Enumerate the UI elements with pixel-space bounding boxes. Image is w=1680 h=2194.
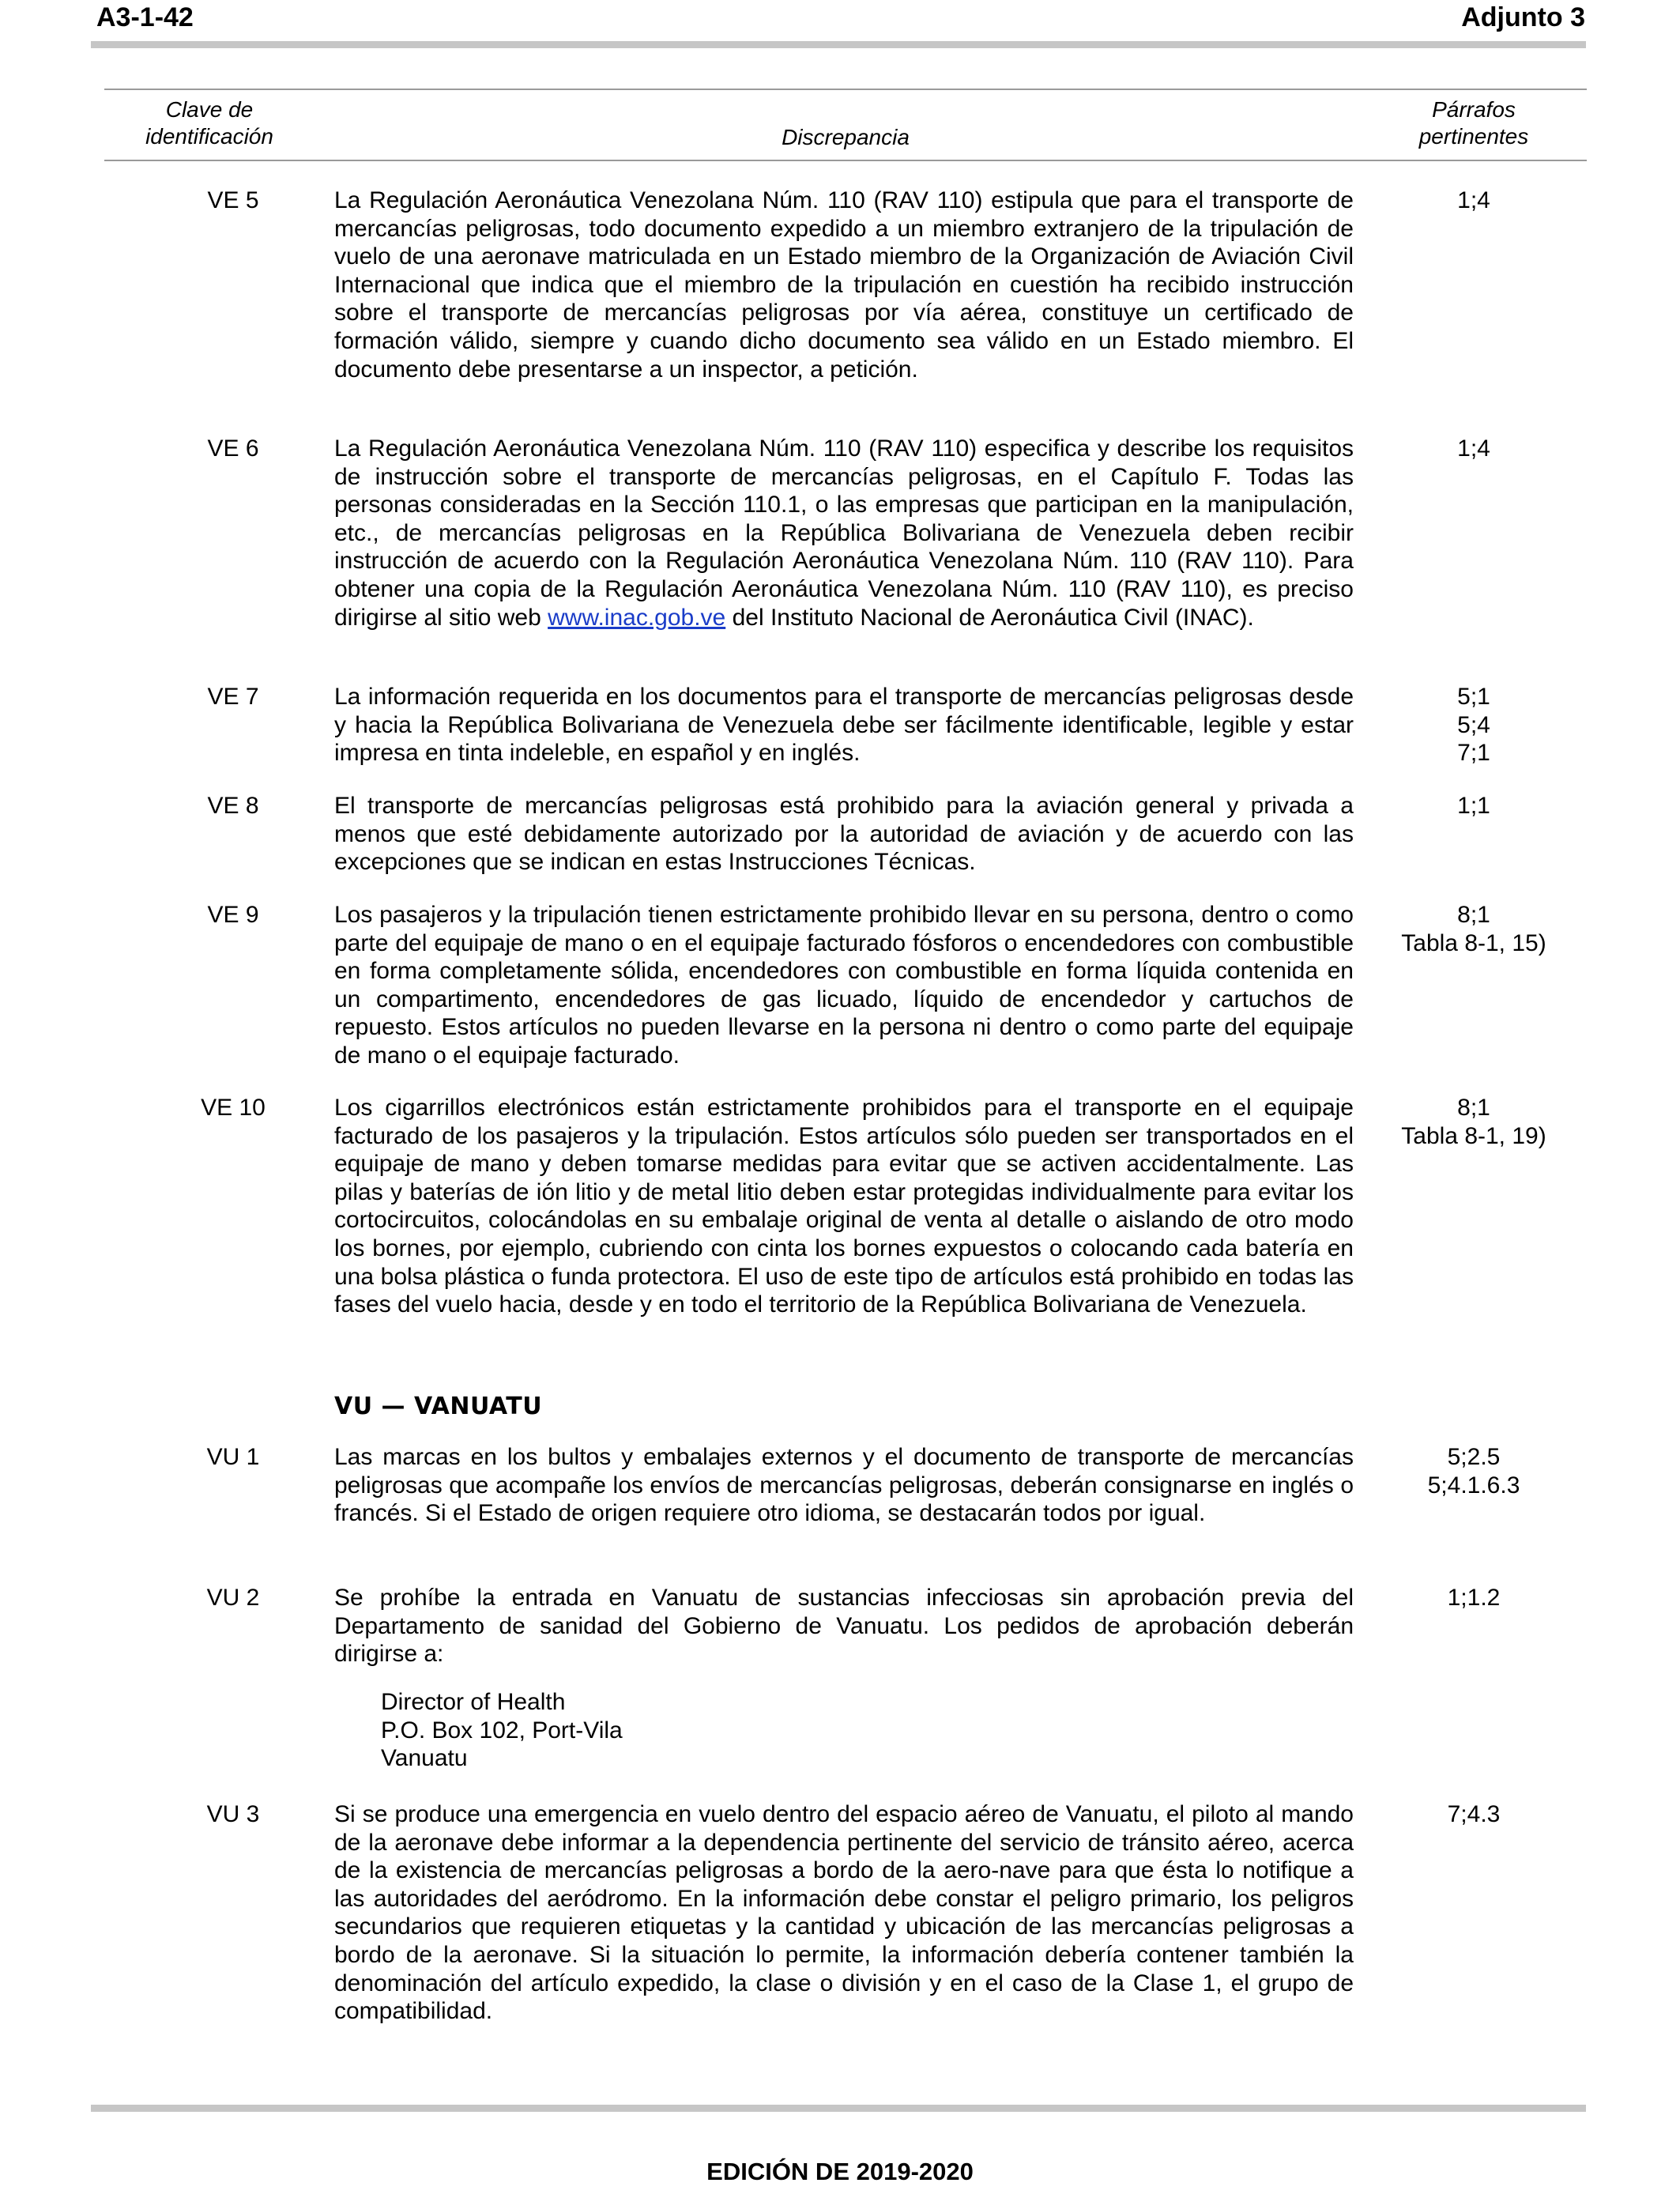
paragraph-ref: 1;4 [1457,187,1490,213]
paragraph-ref: Tabla 8-1, 19) [1401,1122,1546,1149]
paragraph-ref: 5;1 [1457,684,1490,710]
page-number: A3-1-42 [96,2,194,32]
row-discrepancy: Si se produce una emergencia en vuelo dentro del espacio aéreo de Vanuatu, el piloto al mando de la aeronave debe informar a la dependencia pertinente del servicio de tránsito aéreo, acerca de la existencia de mercancías peligrosas a bordo de la aero-nave para que ésta lo notifique a las autoridades del aeródromo. En la información debe constar el peligro primario, los peligros secundarios que requieren etiquetas y la cantidad y ubicación de las mercancías peligrosas a bordo de la aeronave. Si la situación lo permite, la información debería contener también la denominación del artículo expedido, la clase o división y en el caso de la Clase 1, el grupo de compatibilidad. [334,1801,1354,2025]
row-discrepancy: La Regulación Aeronáutica Venezolana Núm. 110 (RAV 110) estipula que para el transporte de mercancías peligrosas, todo documento expedido a un miembro extranjero de la tripulación de vuelo de una aeronave matriculada en un Estado miembro de la Organización de Aviación Civil Internacional que indica que el miembro de la tripulación en cuestión ha recibido instrucción sobre el transporte de mercancías peligrosas por vía aérea, constituye un certificado de formación válido, siempre y cuando dicho documento sea válido en un Estado miembro. El documento debe presentarse a un inspector, a petición. [334,187,1354,383]
table-top-rule [104,89,1587,90]
column-header-paragraphs: Párrafos pertinentes [1418,97,1529,149]
inac-website-link[interactable]: www.inac.gob.ve [548,604,726,631]
row-paragraphs [1375,1800,1573,1829]
row-discrepancy: La información requerida en los documentos para el transporte de mercancías peligrosas desde y hacia la República Bolivariana de Venezuela debe ser fácilmente identificable, legible y estar impresa en tinta indeleble, en español y en inglés. [334,684,1354,767]
row-text: del Instituto Nacional de Aeronáutica Civil (INAC). [725,604,1254,631]
address-line: Director of Health [381,1689,566,1715]
paragraph-ref: 8;1 [1457,1095,1490,1121]
paragraph-ref: 5;2.5 [1447,1444,1501,1470]
row-discrepancy: Las marcas en los bultos y embalajes externos y el documento de transporte de mercancías peligrosas que acompañe los envíos de mercancías peligrosas, deberán consignarse en inglés o francés. Si el Estado de origen requiere otro idioma, se destacarán todos por igual. [334,1444,1354,1527]
address-line: Vanuatu [381,1745,468,1772]
paragraph-ref: 5;4.1.6.3 [1427,1472,1520,1498]
paragraph-ref: 1;4 [1457,435,1490,462]
row-key: VU 3 [206,1801,260,1827]
row-key: VE 5 [207,187,259,213]
paragraph-ref: 8;1 [1457,902,1490,928]
row-key: VE 6 [207,435,259,462]
row-paragraphs [1375,187,1573,215]
column-header-discrepancy: Discrepancia [782,125,910,149]
paragraph-ref: 7;1 [1457,740,1490,767]
row-paragraphs [1375,792,1573,820]
row-text: La Regulación Aeronáutica Venezolana Núm. 110 (RAV 110) especifica y describe los requisitos de instrucción sobre el transporte de mercancías peligrosas, en el Capítulo F. Todas las personas consideradas en la Sección 110.1, o las empresas que participan en la manipulación, etc., de mercancías peligrosas en la República Bolivariana de Venezuela deben recibir instrucción de acuerdo con la Regulación Aeronáutica Venezolana Núm. 110 (RAV 110). Para obtener una copia de la Regulación Aeronáutica Venezolana Núm. 110 (RAV 110), es preciso dirigirse al sitio web [334,435,1354,631]
column-header-key: Clave de identificación [145,97,273,149]
row-paragraphs [1375,683,1573,767]
header-rule [91,41,1586,48]
row-key: VE 8 [207,793,259,819]
row-paragraphs [1375,435,1573,463]
footer-rule [91,2105,1586,2112]
table-header-rule [104,160,1587,161]
row-paragraphs [1375,1584,1573,1612]
row-key: VE 9 [207,902,259,928]
row-paragraphs [1375,1094,1573,1150]
address-line: P.O. Box 102, Port-Vila [381,1717,623,1744]
paragraph-ref: 1;1 [1457,793,1490,819]
attachment-label: Adjunto 3 [1461,2,1585,32]
row-paragraphs [1375,901,1573,957]
paragraph-ref: 1;1.2 [1447,1585,1501,1611]
row-discrepancy: Se prohíbe la entrada en Vanuatu de sustancias infecciosas sin aprobación previa del Departamento de sanidad del Gobierno de Vanuatu. Los pedidos de aprobación deberán dirigirse a: [334,1585,1354,1668]
health-address [381,1688,623,1773]
section-title: VU — VANUATU [334,1393,543,1420]
paragraph-ref: 7;4.3 [1447,1801,1501,1827]
row-paragraphs [1375,1443,1573,1499]
paragraph-ref: 5;4 [1457,711,1490,738]
row-key: VU 2 [206,1585,260,1611]
row-discrepancy: Los cigarrillos electrónicos están estrictamente prohibidos para el transporte en el equipaje facturado de los pasajeros y la tripulación. Estos artículos sólo pueden ser transportados en el equipaje de mano y deben tomarse medidas para evitar que se activen accidentalmente. Las pilas y baterías de ión litio y de metal litio deben estar protegidas individualmente para evitar los cortocircuitos, colocándolas en su embalaje original de venta al detalle o aislando de otro modo los bornes, por ejemplo, cubriendo con cinta los bornes expuestos o colocando cada batería en una bolsa plástica o funda protectora. El uso de este tipo de artículos está prohibido en todas las fases del vuelo hacia, desde y en todo el territorio de la República Bolivariana de Venezuela. [334,1095,1354,1318]
row-discrepancy [334,435,1354,631]
row-key: VE 7 [207,684,259,710]
row-key: VE 10 [201,1095,266,1121]
row-discrepancy: El transporte de mercancías peligrosas está prohibido para la aviación general y privada a menos que esté debidamente autorizado por la autoridad de aviación y de acuerdo con las excepciones que se indican en estas Instrucciones Técnicas. [334,793,1354,876]
paragraph-ref: Tabla 8-1, 15) [1401,929,1546,956]
edition-footer: EDICIÓN DE 2019-2020 [706,2158,974,2185]
row-key: VU 1 [206,1444,260,1470]
row-discrepancy: Los pasajeros y la tripulación tienen estrictamente prohibido llevar en su persona, dentro o como parte del equipaje de mano o en el equipaje facturado fósforos o encendedores con combustible en forma completamente sólida, encendedores con combustible en forma líquida contenida en un compartimento, encendedores de gas licuado, líquido de encendedor y cartuchos de repuesto. Estos artículos no pueden llevarse en la persona ni dentro o como parte del equipaje de mano o el equipaje facturado. [334,902,1354,1069]
